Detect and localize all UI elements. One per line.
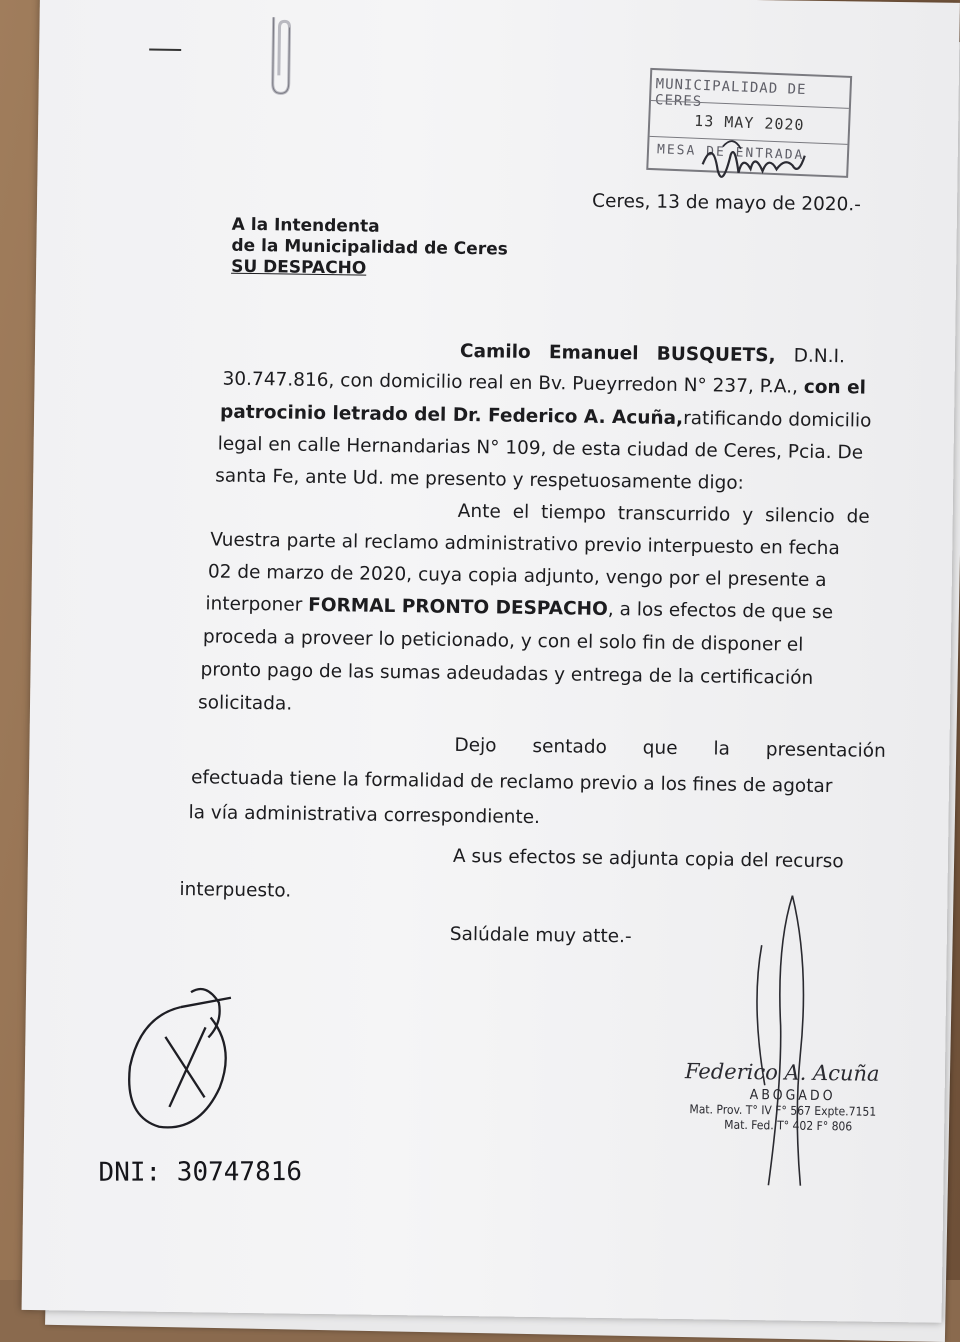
p4-line-1: A sus efectos se adjunta copia del recurso: [452, 845, 844, 873]
document-page: [22, 0, 960, 1323]
client-signature: [109, 976, 261, 1148]
p2-line-2: Vuestra parte al reclamo administrativo previo interpuesto en fecha: [210, 529, 840, 560]
p1-line-5: santa Fe, ante Ud. me presento y respetuosamente digo:: [215, 465, 744, 494]
pen-mark: [149, 49, 181, 51]
recipient-line-1: A la Intendenta: [231, 214, 380, 237]
name-first: Camilo: [459, 340, 531, 363]
stamp-office: MESA DE ENTRADA: [656, 142, 805, 164]
name-middle: Emanuel: [548, 342, 639, 365]
p1-l3-bold: patrocinio letrado del Dr. Federico A. Acuña,: [219, 401, 684, 430]
p2-line-5: proceda a proveer lo peticionado, y con el solo fin de disponer el: [202, 626, 804, 656]
stamp-institution: MUNICIPALIDAD DE CERES: [654, 76, 807, 111]
p1-l2-text: 30.747.816, con domicilio real en Bv. Pueyrredon N° 237, P.A.,: [222, 368, 799, 398]
p4-line-2: interpuesto.: [179, 879, 292, 902]
p1-line-1: [460, 341, 845, 367]
place-and-date: Ceres, 13 de mayo de 2020.-: [591, 190, 862, 216]
paperclip-icon: [261, 13, 302, 99]
stamp-date: 13 MAY 2020: [693, 111, 805, 135]
dni-label: D.N.I.: [793, 345, 846, 368]
p3-line-1: Dejo sentado que la presentación: [454, 734, 886, 762]
client-dni: DNI: 30747816: [98, 1156, 303, 1188]
p3-line-2: efectuada tiene la formalidad de reclamo previo a los fines de agotar: [190, 767, 833, 798]
p2-line-7: solicitada.: [197, 692, 293, 715]
p2-line-1: Ante el tiempo transcurrido y silencio de: [457, 500, 870, 528]
p1-line-2: [222, 368, 867, 399]
closing: Salúdale muy atte.-: [449, 923, 632, 948]
lawyer-name: Federico A. Acuña: [684, 1059, 880, 1086]
p2-line-4: [205, 593, 833, 623]
recipient-line-2: de la Municipalidad de Ceres: [231, 235, 508, 260]
p1-l3-text: ratificando domicilio: [682, 408, 872, 432]
lawyer-title: ABOGADO: [749, 1087, 836, 1105]
p1-line-3: [219, 401, 872, 432]
p2-l4-rest: , a los efectos de que se: [607, 598, 834, 624]
p2-line-3: 02 de marzo de 2020, cuya copia adjunto, vengo por el presente a: [207, 561, 827, 592]
lawyer-registration-1: Mat. Prov. T° IV F° 567 Expte.7151: [689, 1102, 877, 1119]
lawyer-signature: [728, 885, 822, 1196]
p2-l4-bold: FORMAL PRONTO DESPACHO: [308, 594, 608, 620]
p3-line-3: la vía administrativa correspondiente.: [188, 802, 541, 829]
p1-line-4: legal en calle Hernandarias N° 109, de esta ciudad de Ceres, Pcia. De: [217, 433, 864, 464]
p1-l2-bold: con el: [803, 376, 867, 399]
recipient-line-3: SU DESPACHO: [231, 256, 367, 279]
stamp-signature: [692, 134, 813, 196]
p2-l4-text: interponer: [205, 593, 303, 616]
name-last: BUSQUETS,: [656, 343, 776, 367]
p2-line-6: pronto pago de las sumas adeudadas y entrega de la certificación: [200, 659, 814, 689]
lawyer-registration-2: Mat. Fed. T° 402 F° 806: [724, 1117, 853, 1134]
